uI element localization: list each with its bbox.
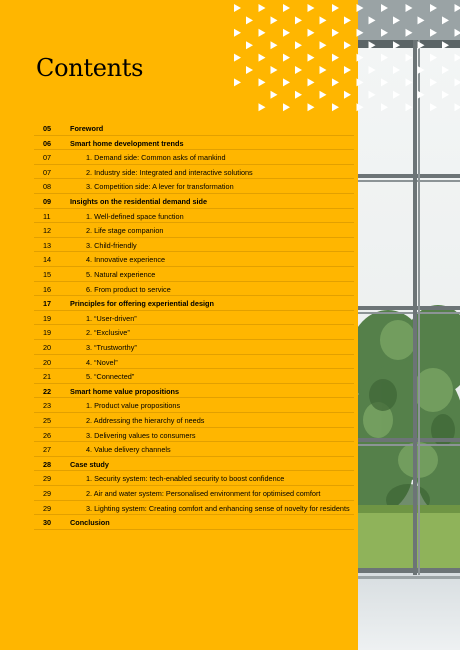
triangle-mark: [295, 66, 302, 74]
toc-item-title: 4. Value delivery channels: [86, 445, 171, 455]
toc-item-title: 1. Product value propositions: [86, 401, 181, 411]
toc-section-title: Principles for offering experiential design: [70, 299, 214, 309]
triangle-mark: [344, 16, 351, 24]
toc-divider: [34, 383, 354, 384]
toc-item-title: 3. Child-friendly: [86, 240, 137, 250]
triangle-mark: [259, 4, 266, 12]
triangle-mark: [357, 54, 364, 62]
toc-item-title: 3. Delivering values to consumers: [86, 430, 196, 440]
triangle-mark: [283, 78, 290, 86]
toc-item-title: 3. Competition side: A lever for transformation: [86, 182, 234, 192]
triangle-mark: [369, 91, 376, 99]
toc-divider: [34, 485, 354, 486]
triangle-mark: [393, 91, 400, 99]
toc-divider: [34, 237, 354, 238]
triangle-mark: [320, 91, 327, 99]
toc-page-number: 22: [43, 386, 52, 396]
triangle-mark: [271, 41, 278, 49]
triangle-mark: [406, 29, 413, 37]
toc-divider: [34, 222, 354, 223]
toc-page-number: 14: [43, 255, 52, 265]
toc-page-number: 28: [43, 459, 52, 469]
triangle-mark: [442, 41, 449, 49]
toc-divider: [34, 281, 354, 282]
toc-divider: [34, 397, 354, 398]
triangle-mark: [455, 103, 460, 111]
triangle-mark: [259, 54, 266, 62]
triangle-mark: [234, 54, 241, 62]
triangle-mark: [246, 66, 253, 74]
triangle-mark: [442, 66, 449, 74]
toc-divider: [34, 368, 354, 369]
toc-divider: [34, 456, 354, 457]
toc-item-title: 2. Life stage companion: [86, 226, 164, 236]
triangle-mark: [381, 29, 388, 37]
triangle-mark: [259, 29, 266, 37]
toc-page-number: 09: [43, 197, 52, 206]
toc-page-number: 17: [43, 299, 52, 309]
triangle-mark: [234, 29, 241, 37]
toc-item-title: 2. Industry side: Integrated and interactive solutions: [86, 167, 253, 177]
triangle-mark: [308, 54, 315, 62]
toc-divider: [34, 412, 354, 413]
toc-section-title: Conclusion: [70, 518, 110, 528]
triangle-mark: [271, 91, 278, 99]
triangle-mark: [308, 103, 315, 111]
triangle-mark: [430, 103, 437, 111]
toc-page-number: 11: [43, 211, 51, 221]
triangle-mark: [455, 29, 460, 37]
triangle-mark: [430, 29, 437, 37]
toc-section-title: Smart home value propositions: [70, 386, 180, 396]
triangle-mark: [406, 54, 413, 62]
triangle-mark: [393, 66, 400, 74]
triangle-mark: [283, 4, 290, 12]
triangle-mark: [357, 29, 364, 37]
toc-page-number: 27: [43, 445, 52, 455]
toc-page-number: 07: [43, 167, 52, 177]
toc-page-number: 21: [43, 372, 52, 382]
toc-divider: [34, 339, 354, 340]
toc-divider: [34, 529, 354, 530]
toc-section-title: Smart home development trends: [70, 138, 184, 148]
page-title: Contents: [36, 54, 144, 82]
triangle-mark: [406, 78, 413, 86]
triangle-mark: [320, 16, 327, 24]
triangle-mark: [406, 4, 413, 12]
toc-page-number: 19: [43, 313, 52, 323]
toc-item-title: 1. Well-defined space function: [86, 211, 184, 221]
toc-divider: [34, 500, 354, 501]
triangle-mark: [430, 54, 437, 62]
toc-divider: [34, 208, 354, 209]
triangle-mark: [295, 41, 302, 49]
toc-divider: [34, 164, 354, 165]
toc-item-title: 1. “User-driven”: [86, 313, 137, 323]
triangle-mark: [430, 78, 437, 86]
toc-page-number: 29: [43, 474, 52, 484]
toc-item-title: 4. Innovative experience: [86, 255, 166, 265]
toc-section-title: Insights on the residential demand side: [70, 197, 208, 206]
toc-item-title: 2. Addressing the hierarchy of needs: [86, 416, 205, 425]
triangle-mark: [295, 91, 302, 99]
toc-divider: [34, 354, 354, 355]
toc-section-title: Case study: [70, 459, 109, 469]
triangle-mark: [357, 78, 364, 86]
toc-item-title: 5. “Connected”: [86, 372, 135, 382]
toc-item-title: 3. “Trustworthy”: [86, 343, 137, 352]
triangle-mark: [381, 78, 388, 86]
triangle-mark: [369, 16, 376, 24]
triangle-mark: [234, 78, 241, 86]
triangle-mark: [418, 91, 425, 99]
toc-divider: [34, 135, 354, 136]
triangle-mark: [406, 103, 413, 111]
triangle-mark: [320, 66, 327, 74]
triangle-mark: [259, 78, 266, 86]
triangle-mark: [234, 4, 241, 12]
triangle-mark: [283, 54, 290, 62]
toc-divider: [34, 149, 354, 150]
triangle-mark: [357, 4, 364, 12]
triangle-pattern-decoration: [226, 0, 460, 112]
toc-item-title: 3. Lighting system: Creating comfort and enhancing sense of novelty for residents: [86, 503, 350, 513]
toc-page-number: 08: [43, 182, 52, 192]
triangle-mark: [271, 16, 278, 24]
triangle-mark: [320, 41, 327, 49]
toc-divider: [34, 178, 354, 179]
toc-divider: [34, 427, 354, 428]
toc-page-number: 29: [43, 503, 52, 513]
triangle-mark: [259, 103, 266, 111]
triangle-mark: [271, 66, 278, 74]
toc-page-number: 12: [43, 226, 52, 236]
toc-item-title: 5. Natural experience: [86, 270, 156, 279]
triangle-mark: [418, 41, 425, 49]
toc-item-title: 2. “Exclusive”: [86, 328, 130, 338]
triangle-mark: [344, 91, 351, 99]
triangle-mark: [332, 103, 339, 111]
toc-section-title: Foreword: [70, 124, 104, 133]
toc-divider: [34, 470, 354, 471]
toc-page-number: 26: [43, 430, 52, 440]
toc-page-number: 20: [43, 343, 52, 352]
triangle-mark: [357, 103, 364, 111]
toc-divider: [34, 266, 354, 267]
triangle-mark: [442, 91, 449, 99]
toc-page-number: 13: [43, 240, 52, 250]
toc-divider: [34, 514, 354, 515]
triangle-mark: [246, 16, 253, 24]
toc-page-number: 25: [43, 416, 52, 425]
toc-page-number: 29: [43, 489, 52, 498]
triangle-mark: [393, 41, 400, 49]
triangle-mark: [455, 4, 460, 12]
toc-item-title: 1. Demand side: Common asks of mankind: [86, 153, 226, 163]
triangle-mark: [332, 54, 339, 62]
triangle-mark: [283, 103, 290, 111]
toc-page-number: 19: [43, 328, 52, 338]
triangle-mark: [295, 16, 302, 24]
toc-divider: [34, 441, 354, 442]
toc-divider: [34, 193, 354, 194]
triangle-mark: [430, 4, 437, 12]
toc-page-number: 15: [43, 270, 52, 279]
triangle-mark: [369, 66, 376, 74]
toc-item-title: 2. Air and water system: Personalised environment for optimised comfort: [86, 489, 321, 498]
toc-page-number: 23: [43, 401, 52, 411]
triangle-mark: [442, 16, 449, 24]
triangle-mark: [308, 4, 315, 12]
toc-divider: [34, 310, 354, 311]
toc-item-title: 6. From product to service: [86, 284, 171, 294]
triangle-mark: [369, 41, 376, 49]
toc-page-number: 07: [43, 153, 52, 163]
triangle-mark: [283, 29, 290, 37]
triangle-mark: [381, 4, 388, 12]
toc-page-number: 30: [43, 518, 52, 528]
toc-page-number: 06: [43, 138, 52, 148]
triangle-mark: [332, 78, 339, 86]
toc-divider: [34, 324, 354, 325]
triangle-mark: [344, 41, 351, 49]
toc-divider: [34, 251, 354, 252]
triangle-mark: [246, 41, 253, 49]
triangle-mark: [393, 16, 400, 24]
toc-item-title: 4. “Novel”: [86, 357, 118, 367]
toc-page-number: 05: [43, 124, 52, 133]
toc-page-number: 20: [43, 357, 52, 367]
triangle-mark: [455, 54, 460, 62]
triangle-mark: [418, 66, 425, 74]
triangle-mark: [418, 16, 425, 24]
toc-divider: [34, 295, 354, 296]
triangle-mark: [381, 103, 388, 111]
triangle-mark: [381, 54, 388, 62]
triangle-mark: [332, 4, 339, 12]
triangle-mark: [308, 78, 315, 86]
triangle-mark: [308, 29, 315, 37]
triangle-mark: [344, 66, 351, 74]
triangle-mark: [332, 29, 339, 37]
toc-page-number: 16: [43, 284, 52, 294]
triangle-mark: [455, 78, 460, 86]
toc-item-title: 1. Security system: tech-enabled security to boost confidence: [86, 474, 285, 484]
